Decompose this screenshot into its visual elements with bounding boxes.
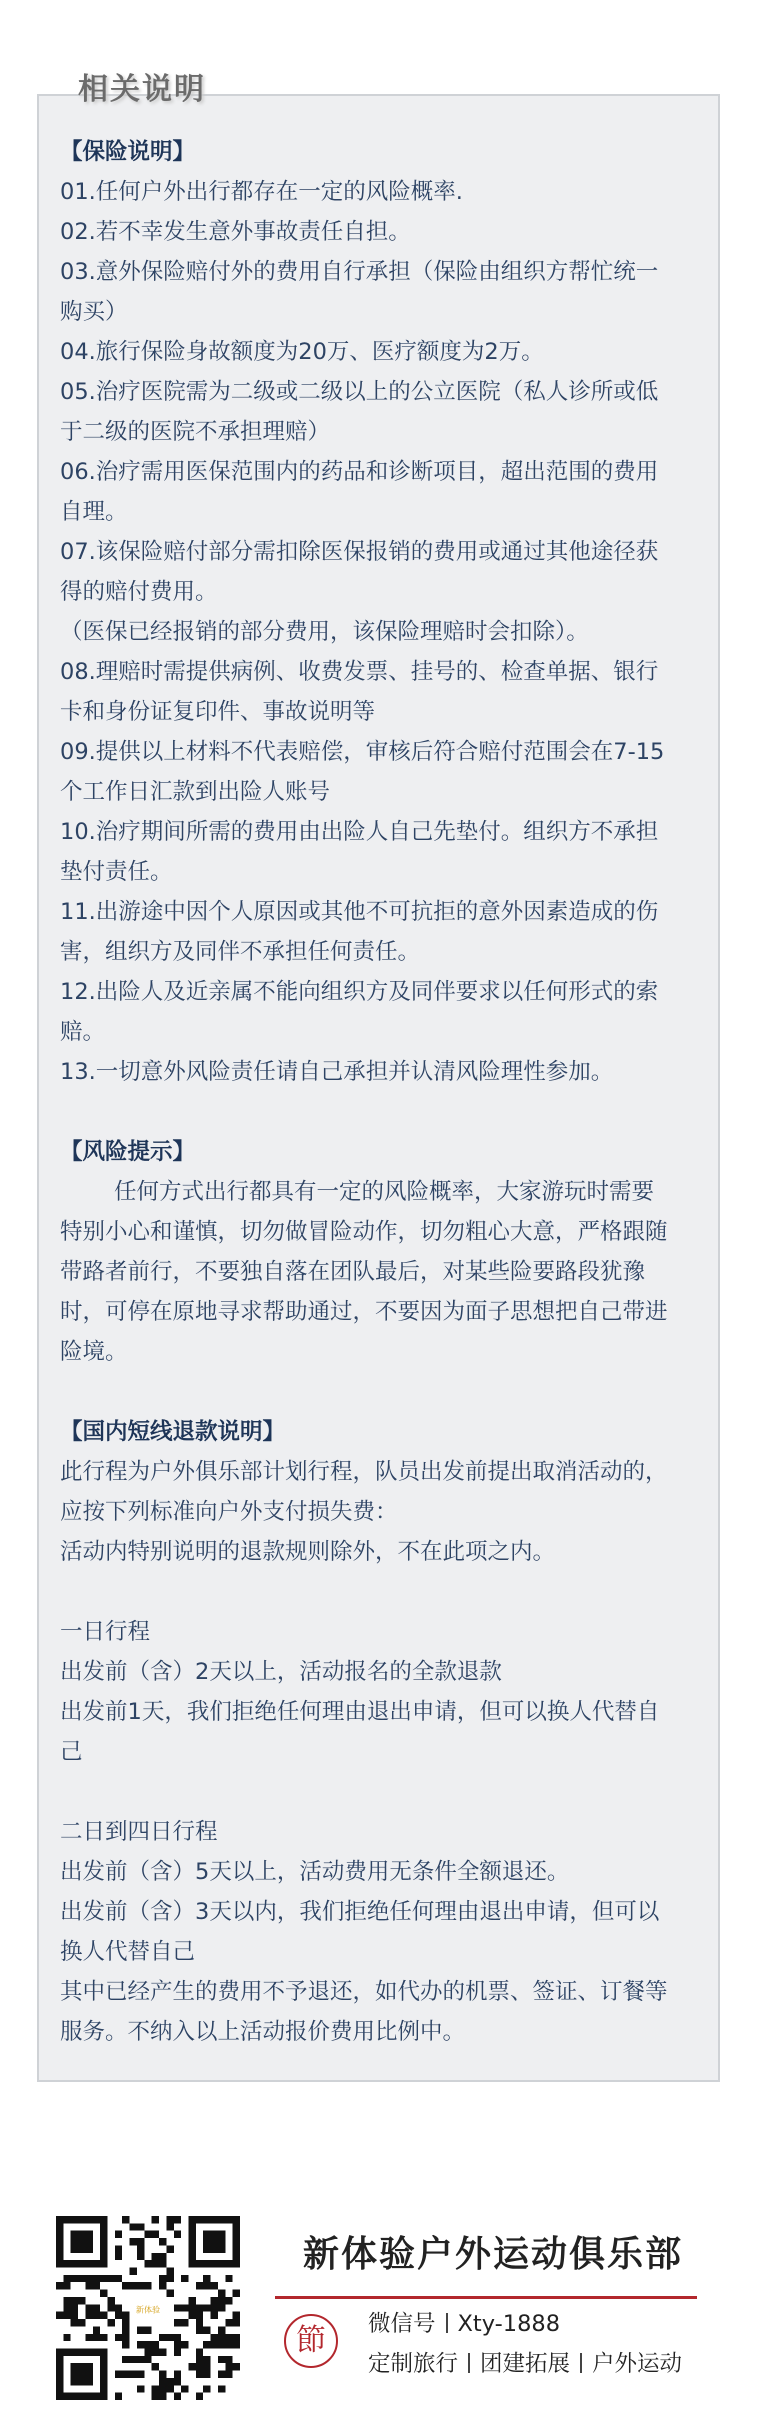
qr-logo: 新体验 bbox=[135, 2304, 161, 2315]
insurance-line: 04.旅行保险身故额度为20万、医疗额度为2万。 bbox=[60, 339, 544, 365]
separator bbox=[580, 2353, 582, 2373]
notes-content bbox=[60, 132, 700, 2052]
risk-heading: 【风险提示】 bbox=[60, 1139, 196, 1165]
risk-paragraph bbox=[60, 1172, 700, 1372]
spacer bbox=[60, 1372, 700, 1412]
footer bbox=[0, 2200, 760, 2418]
refund-intro-line: 应按下列标准向户外支付损失费： bbox=[60, 1499, 398, 1525]
insurance-line: 12.出险人及近亲属不能向组织方及同伴要求以任何形式的索 bbox=[60, 979, 659, 1005]
insurance-line: 10.治疗期间所需的费用由出险人自己先垫付。组织方不承担 bbox=[60, 819, 659, 845]
spacer bbox=[60, 1572, 700, 1612]
refund-intro bbox=[60, 1452, 700, 1572]
service-item: 定制旅行 bbox=[368, 2351, 459, 2377]
service-item: 团建拓展 bbox=[480, 2351, 571, 2377]
multi-day-rules bbox=[60, 1852, 700, 2052]
refund-heading: 【国内短线退款说明】 bbox=[60, 1419, 286, 1445]
insurance-list bbox=[60, 172, 700, 1092]
insurance-line: 卡和身份证复印件、事故说明等 bbox=[60, 699, 376, 725]
insurance-line: 05.治疗医院需为二级或二级以上的公立医院（私人诊所或低 bbox=[60, 379, 659, 405]
wechat-label: 微信号 bbox=[368, 2311, 436, 2337]
refund-intro-line: 活动内特别说明的退款规则除外，不在此项之内。 bbox=[60, 1539, 556, 1565]
multi-day-line: 其中已经产生的费用不予退还，如代办的机票、签证、订餐等 bbox=[60, 1979, 668, 2005]
multi-day-heading: 二日到四日行程 bbox=[60, 1819, 218, 1845]
insurance-heading: 【保险说明】 bbox=[60, 139, 196, 165]
insurance-line: 09.提供以上材料不代表赔偿，审核后符合赔付范围会在7-15 bbox=[60, 739, 665, 765]
services-line bbox=[368, 2344, 682, 2384]
insurance-line: 个工作日汇款到出险人账号 bbox=[60, 779, 331, 805]
one-day-heading: 一日行程 bbox=[60, 1619, 151, 1645]
multi-day-line: 换人代替自己 bbox=[60, 1939, 196, 1965]
refund-intro-line: 此行程为户外俱乐部计划行程，队员出发前提出取消活动的， bbox=[60, 1459, 668, 1485]
contact-info bbox=[368, 2304, 682, 2384]
insurance-line: 购买） bbox=[60, 299, 128, 325]
one-day-line: 己 bbox=[60, 1739, 83, 1765]
spacer bbox=[60, 1772, 700, 1812]
multi-day-line: 出发前（含）5天以上，活动费用无条件全额退还。 bbox=[60, 1859, 570, 1885]
brand-name: 新体验户外运动俱乐部 bbox=[303, 2234, 684, 2275]
divider bbox=[275, 2296, 697, 2299]
one-day-line: 出发前1天，我们拒绝任何理由退出申请，但可以换人代替自 bbox=[60, 1699, 660, 1725]
page-title: 相关说明 bbox=[78, 72, 206, 107]
insurance-line: 08.理赔时需提供病例、收费发票、挂号的、检查单据、银行 bbox=[60, 659, 659, 685]
insurance-line: 03.意外保险赔付外的费用自行承担（保险由组织方帮忙统一 bbox=[60, 259, 659, 285]
spacer bbox=[60, 1092, 700, 1132]
insurance-line: 得的赔付费用。 bbox=[60, 579, 218, 605]
one-day-rules bbox=[60, 1652, 700, 1772]
wechat-id[interactable]: Xty-1888 bbox=[457, 2311, 561, 2337]
wechat-line bbox=[368, 2304, 682, 2344]
insurance-line: 07.该保险赔付部分需扣除医保报销的费用或通过其他途径获 bbox=[60, 539, 659, 565]
service-item: 户外运动 bbox=[592, 2351, 683, 2377]
insurance-line: 06.治疗需用医保范围内的药品和诊断项目，超出范围的费用 bbox=[60, 459, 659, 485]
insurance-line: 垫付责任。 bbox=[60, 859, 173, 885]
qr-code-icon[interactable] bbox=[56, 2216, 240, 2400]
insurance-line: 02.若不幸发生意外事故责任自担。 bbox=[60, 219, 411, 245]
one-day-line: 出发前（含）2天以上，活动报名的全款退款 bbox=[60, 1659, 502, 1685]
risk-line: 任何方式出行都具有一定的风险概率，大家游玩时需要 bbox=[114, 1179, 655, 1205]
risk-line: 带路者前行，不要独自落在团队最后，对某些险要路段犹豫 bbox=[60, 1259, 646, 1285]
insurance-line: 11.出游途中因个人原因或其他不可抗拒的意外因素造成的伤 bbox=[60, 899, 659, 925]
insurance-line: 于二级的医院不承担理赔） bbox=[60, 419, 331, 445]
insurance-line: 01.任何户外出行都存在一定的风险概率. bbox=[60, 179, 463, 205]
risk-line: 时，可停在原地寻求帮助通过，不要因为面子思想把自己带进 bbox=[60, 1299, 668, 1325]
insurance-line: 13.一切意外风险责任请自己承担并认清风险理性参加。 bbox=[60, 1059, 614, 1085]
risk-line: 险境。 bbox=[60, 1339, 128, 1365]
multi-day-line: 出发前（含）3天以内，我们拒绝任何理由退出申请，但可以 bbox=[60, 1899, 660, 1925]
insurance-line: （医保已经报销的部分费用，该保险理赔时会扣除）。 bbox=[60, 619, 589, 645]
separator bbox=[446, 2313, 448, 2333]
insurance-line: 自理。 bbox=[60, 499, 128, 525]
risk-line: 特别小心和谨慎，切勿做冒险动作，切勿粗心大意，严格跟随 bbox=[60, 1219, 668, 1245]
separator bbox=[468, 2353, 470, 2373]
insurance-line: 赔。 bbox=[60, 1019, 106, 1045]
seal-icon: 節 bbox=[284, 2314, 338, 2368]
multi-day-line: 服务。不纳入以上活动报价费用比例中。 bbox=[60, 2019, 466, 2045]
insurance-line: 害，组织方及同伴不承担任何责任。 bbox=[60, 939, 421, 965]
